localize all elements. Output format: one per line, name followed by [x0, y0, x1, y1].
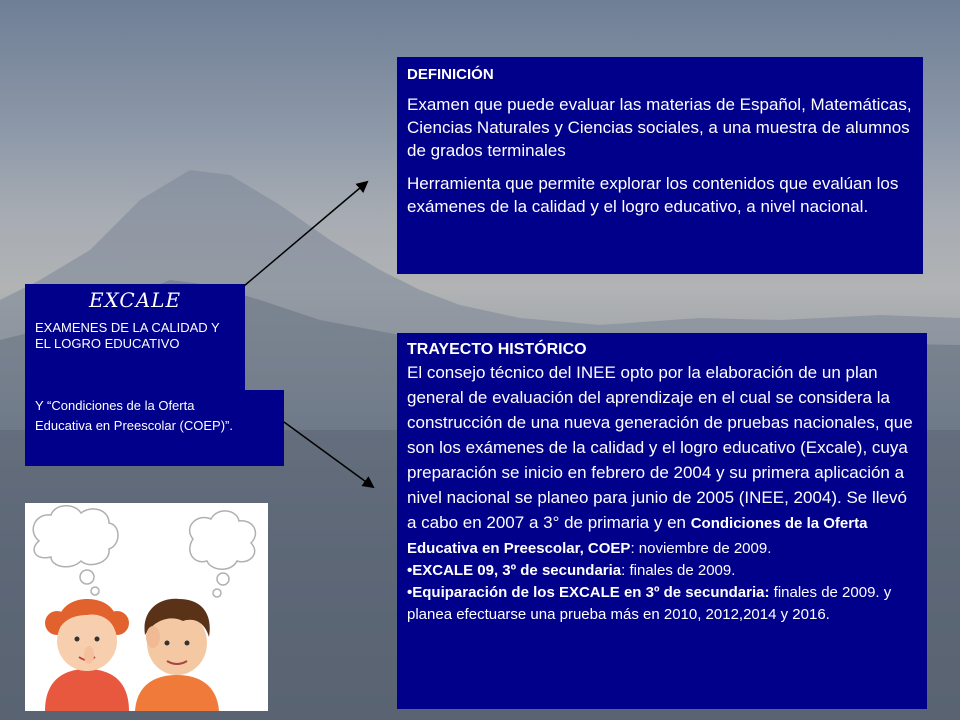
history-body-text: El consejo técnico del INEE opto por la elaboración de un plan general de evaluación del aprendizaje en el cual se considera la construcción de una nueva generación de pruebas nacionales, que son los exámenes de la calidad y el logro educativo (Excale), cuya preparación se inicio en febrero de 2004 y su primera aplicación a nivel nacional se planeo para junio de 2005 (INEE, 2004). Se llevó a cabo en 2007 a 3° de primaria y en [407, 363, 913, 532]
excale-title: EXCALE [88, 288, 182, 312]
history-coep-bold: Condiciones de la Oferta Educativa en Preescolar, COEP [407, 515, 868, 557]
definition-panel [397, 57, 923, 274]
excale-panel [25, 284, 245, 390]
history-bullet-1-rest: : finales de 2009. [621, 562, 736, 579]
thought-bubble-right [190, 511, 256, 597]
coep-line-2: Educativa en Preescolar (COEP)”. [35, 418, 233, 433]
history-bullet-1-bold: •EXCALE 09, 3º de secundaria [407, 562, 622, 579]
history-bullet-2-rest: finales de 2009. y planea efectuarse una prueba más en 2010, 2012,2014 y 2016. [407, 584, 892, 623]
thought-bubble-left [33, 506, 118, 595]
history-bullet-2 [407, 582, 917, 626]
history-bullet-2-bold: •Equiparación de los EXCALE en 3º de secundaria: [407, 584, 770, 601]
coep-panel [25, 390, 284, 466]
coep-line-1: Y “Condiciones de la Oferta [35, 398, 195, 413]
boy-figure [135, 599, 219, 711]
history-panel [397, 333, 927, 709]
definition-paragraph-2: Herramienta que permite explorar los contenidos que evalúan los exámenes de la calidad y el logro educativo, a nivel nacional. [407, 174, 899, 216]
definition-heading: DEFINICIÓN [407, 66, 494, 83]
history-bullet-1 [407, 560, 917, 582]
girl-figure [45, 599, 129, 711]
two-thinking-children-illustration [25, 503, 268, 711]
history-heading: TRAYECTO HISTÓRICO [407, 341, 587, 358]
definition-paragraph-1: Examen que puede evaluar las materias de Español, Matemáticas, Ciencias Naturales y Ciencias sociales, a una muestra de alumnos de grados terminales [407, 95, 912, 160]
history-coep-rest: : noviembre de 2009. [630, 540, 772, 557]
excale-subtitle: EXAMENES DE LA CALIDAD Y EL LOGRO EDUCATIVO [35, 320, 220, 351]
history-body [407, 360, 917, 560]
